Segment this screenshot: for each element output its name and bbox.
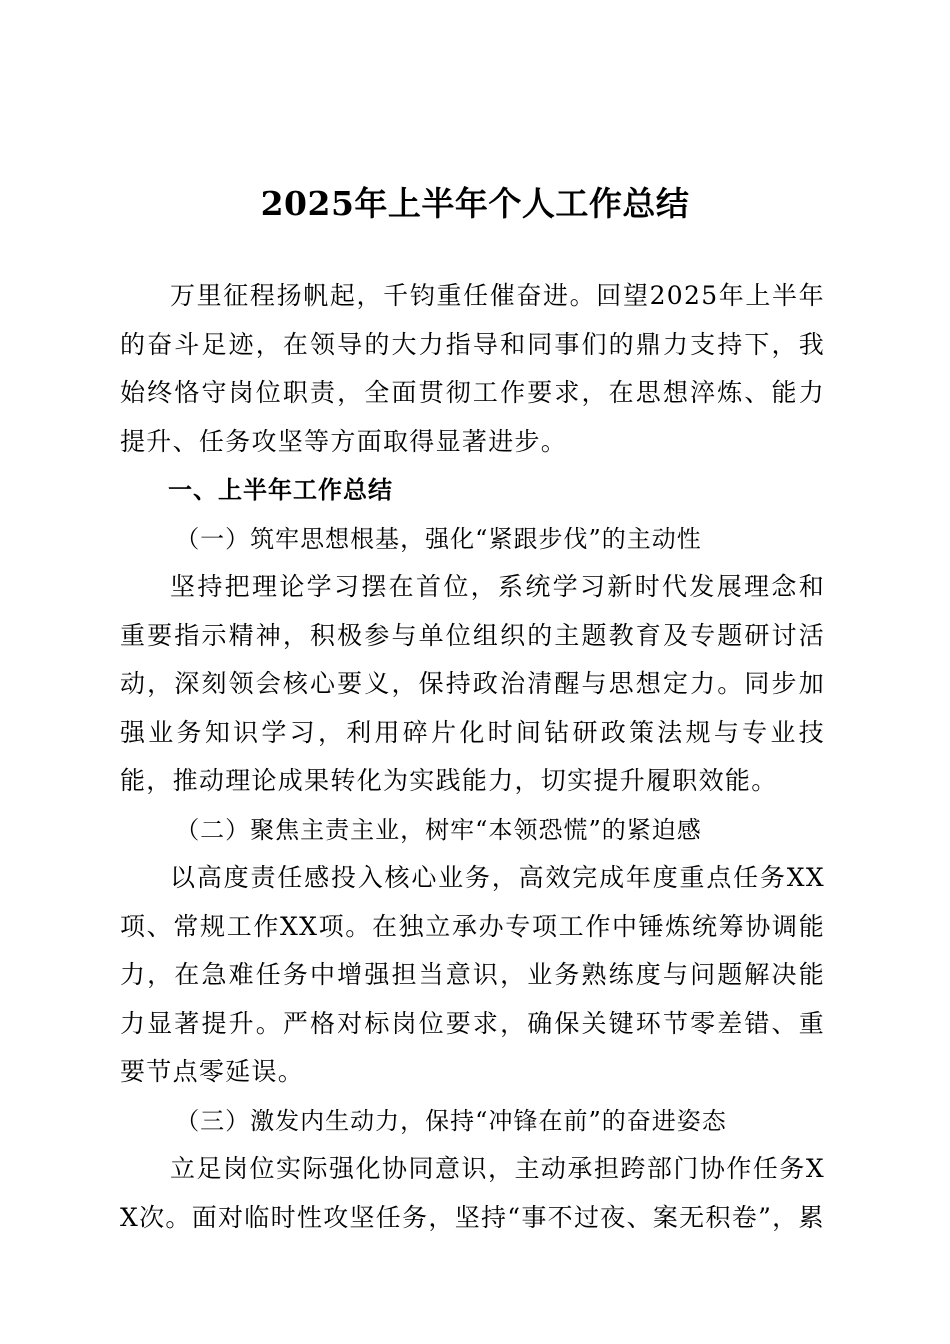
- subsection-heading-ideology: （一）筑牢思想根基，强化“紧跟步伐”的主动性: [175, 524, 702, 553]
- document-title: 2025年上半年个人工作总结: [260, 184, 690, 223]
- section-heading-summary: 一、上半年工作总结: [168, 476, 393, 504]
- paragraph-motivation: 立足岗位实际强化协同意识，主动承担跨部门协作任务XX次。面对临时性攻坚任务，坚持“事不过夜、案无积卷”，累: [120, 1154, 825, 1232]
- paragraph-ideology: 坚持把理论学习摆在首位，系统学习新时代发展理念和重要指示精神，积极参与单位组织的主题教育及专题研讨活动，深刻领会核心要义，保持政治清醒与思想定力。同步加强业务知识学习，利用碎片化时间钻研政策法规与专业技能，推动理论成果转化为实践能力，切实提升履职效能。: [120, 572, 825, 795]
- paragraph-core-duties: 以高度责任感投入核心业务，高效完成年度重点任务XX项、常规工作XX项。在独立承办专项工作中锤炼统筹协调能力，在急难任务中增强担当意识，业务熟练度与问题解决能力显著提升。严格对标岗位要求，确保关键环节零差错、重要节点零延误。: [120, 863, 825, 1086]
- subsection-heading-motivation: （三）激发内生动力，保持“冲锋在前”的奋进姿态: [175, 1106, 727, 1135]
- intro-paragraph: 万里征程扬帆起，千钧重任催奋进。回望2025年上半年的奋斗足迹，在领导的大力指导和同事们的鼎力支持下，我始终恪守岗位职责，全面贯彻工作要求，在思想淬炼、能力提升、任务攻坚等方面取得显著进步。: [120, 281, 825, 456]
- subsection-heading-core-duties: （二）聚焦主责主业，树牢“本领恐慌”的紧迫感: [175, 815, 702, 844]
- document-body: [120, 272, 825, 1242]
